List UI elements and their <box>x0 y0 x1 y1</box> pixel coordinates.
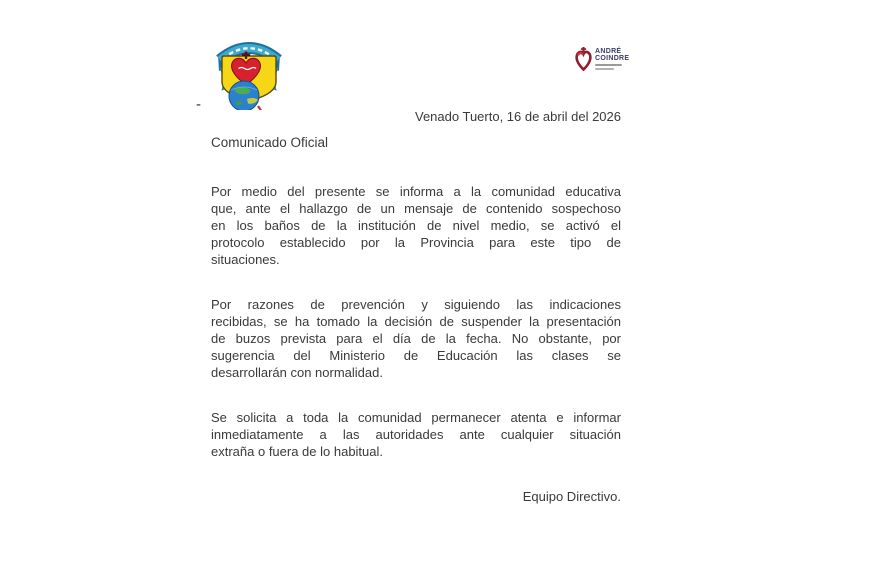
andre-coindre-text <box>595 47 629 70</box>
date-line: Venado Tuerto, 16 de abril del 2026 <box>415 109 621 124</box>
sacred-heart-cross-icon <box>575 47 592 72</box>
paragraph-line: desarrollarán con normalidad. <box>211 365 383 380</box>
paragraph-line: en los baños de la institución de nivel medio, se activó el <box>211 218 621 233</box>
paragraph-1 <box>211 183 621 268</box>
paragraph-line: inmediatamente a las autoridades ante cualquier situación <box>211 427 621 442</box>
paragraph-3 <box>211 409 621 460</box>
paragraph-line: protocolo establecido por la Provincia para este tipo de <box>211 235 621 250</box>
logo-subtitle-bar <box>595 68 614 70</box>
paragraph-line: de buzos prevista para el día de la fecha. No obstante, por <box>211 331 621 346</box>
paragraph-2 <box>211 296 621 381</box>
logo-subtitle-bar <box>595 64 622 66</box>
signature: Equipo Directivo. <box>522 489 621 504</box>
logo-name-line2: COINDRE <box>595 54 630 62</box>
paragraph-line: situaciones. <box>211 252 280 267</box>
document-title: Comunicado Oficial <box>211 135 329 150</box>
andre-coindre-logo <box>575 47 629 72</box>
stray-scan-mark: - <box>196 96 201 113</box>
paragraph-line: Por medio del presente se informa a la comunidad educativa <box>211 184 621 199</box>
paragraph-line: que, ante el hallazgo de un mensaje de contenido sospechoso <box>211 201 621 216</box>
paragraph-line: extraña o fuera de lo habitual. <box>211 444 384 459</box>
paragraph-line: Se solicita a toda la comunidad permanecer atenta e informar <box>211 410 621 425</box>
logo-name-line1: ANDRÉ <box>595 48 622 55</box>
school-crest-logo <box>214 40 284 110</box>
paragraph-line: recibidas, se ha tomado la decisión de suspender la presentación <box>211 314 621 329</box>
paragraph-line: sugerencia del Ministerio de Educación las clases se <box>211 348 621 363</box>
paragraph-line: Por razones de prevención y siguiendo las indicaciones <box>211 297 621 312</box>
